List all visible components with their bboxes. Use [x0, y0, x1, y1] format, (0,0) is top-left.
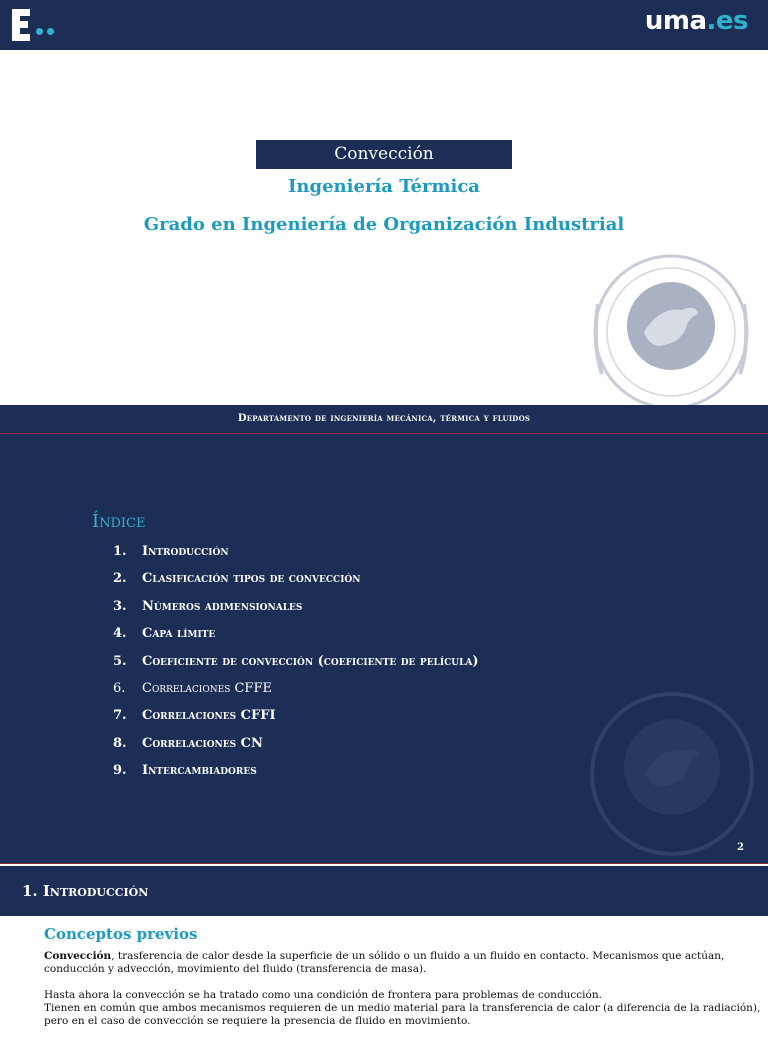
- logo-dots-icon: [36, 20, 58, 39]
- index-item: 2. Clasificación tipos de convección: [113, 571, 361, 587]
- school-logo-icon: [10, 7, 34, 43]
- degree-name: Grado en Ingeniería de Organización Industrial: [143, 214, 625, 235]
- university-seal-icon: [582, 254, 760, 414]
- index-item: 3. Números adimensionales: [113, 598, 303, 614]
- paragraph: Hasta ahora la convección se ha tratado como una condición de frontera para problemas de conducción.: [44, 989, 602, 1001]
- index-item: 7. Correlaciones CFFI: [113, 708, 276, 724]
- section-title: 1. Introducción: [22, 882, 149, 900]
- index-item: 8. Correlaciones CN: [113, 735, 263, 751]
- index-slide: [0, 433, 768, 864]
- section-header-bar: [0, 866, 768, 916]
- page-number: 2: [737, 842, 744, 853]
- body-text: [44, 950, 764, 1041]
- presentation-title: Convección: [256, 140, 512, 169]
- university-seal-watermark-icon: [585, 689, 760, 859]
- department-bar: Departamento de ingeniería mecánica, térmica y fluidos: [0, 405, 768, 433]
- paragraph: Tienen en común que ambos mecanismos requieren de un medio material para la transferencia de calor (a diferencia de la radiación), pero en el caso de convección se requiere la presencia de fluido en movimiento.: [44, 1002, 761, 1027]
- index-item: 4. Capa límite: [113, 626, 216, 642]
- index-item: 1. Introducción: [113, 544, 229, 559]
- header-bar: [0, 0, 768, 50]
- index-item: 5. Coeficiente de convección (coeficiente de película): [113, 653, 479, 669]
- uma-logo: uma.es: [644, 6, 748, 36]
- index-title: Índice: [92, 511, 146, 532]
- index-item: 9. Intercambiadores: [113, 763, 257, 779]
- paragraph: Convección, trasferencia de calor desde la superficie de un sólido o un fluido a un fluido en contacto. Mecanismos que actúan, conducción y advección, movimiento del fluido (transferencia de masa).: [44, 950, 725, 975]
- index-item: 6. Correlaciones CFFE: [113, 680, 272, 696]
- course-name: Ingeniería Térmica: [288, 176, 480, 197]
- index-list: [113, 544, 479, 791]
- subheading: Conceptos previos: [44, 925, 198, 943]
